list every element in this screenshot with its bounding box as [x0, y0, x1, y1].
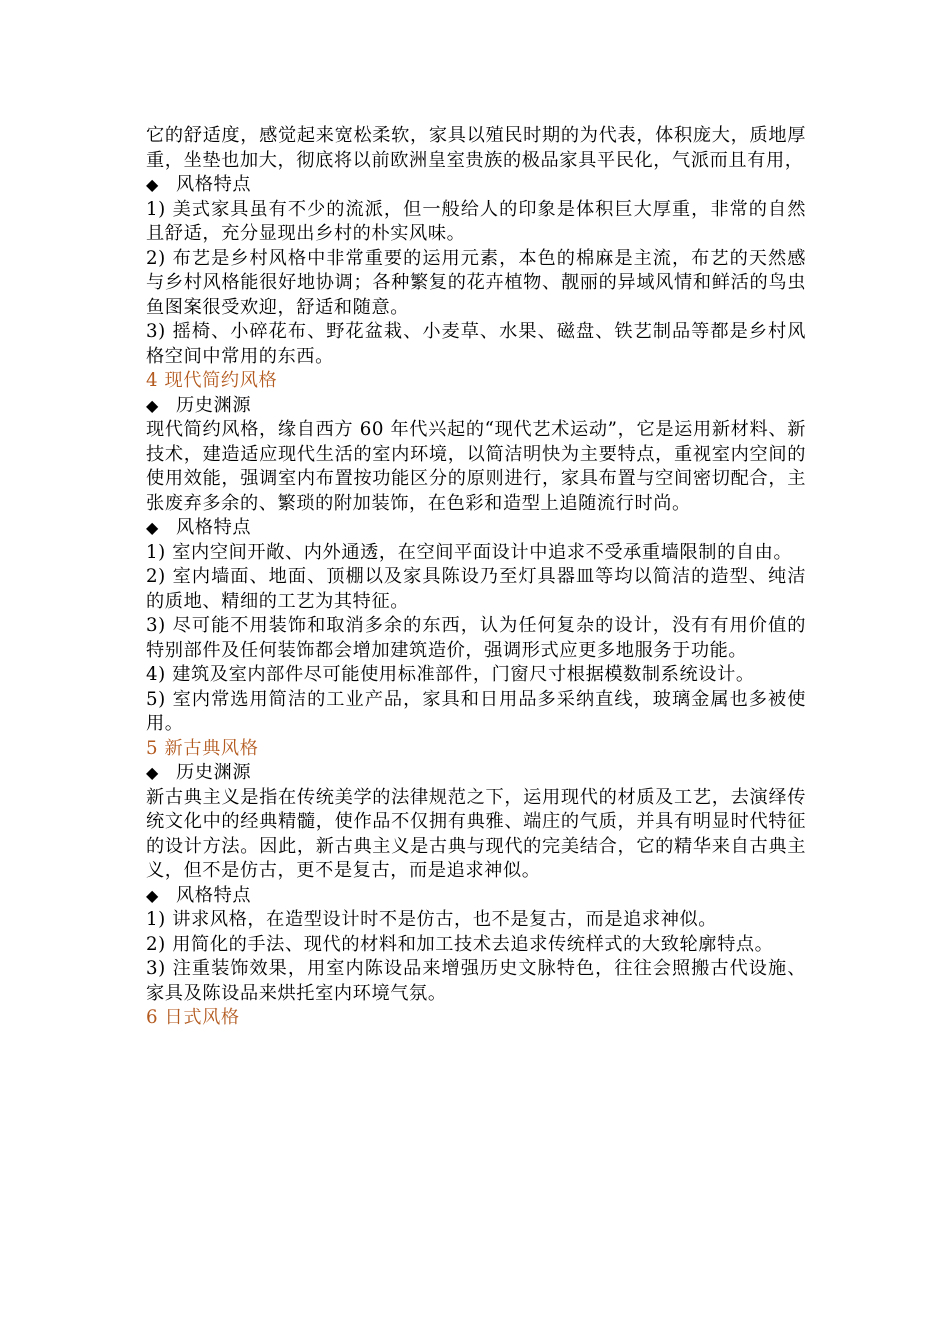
document-page [146, 124, 806, 1031]
neoclassical-feature-2: 2) 用简化的手法、现代的材料和加工技术去追求传统样式的大致轮廓特点。 [146, 933, 774, 955]
modern-feature-2: 2) 室内墙面、地面、顶棚以及家具陈设乃至灯具器皿等均以简洁的造型、纯洁的质地、精细的工艺为其特征。 [146, 566, 806, 612]
rural-feature-2: 2) 布艺是乡村风格中非常重要的运用元素，本色的棉麻是主流，布艺的天然感与乡村风格能很好地协调；各种繁复的花卉植物、靓丽的异域风情和鲜活的鸟虫鱼图案很受欢迎，舒适和随意。 [146, 247, 806, 318]
neoclassical-feature-1: 1) 讲求风格，在造型设计时不是仿古，也不是复古，而是追求神似。 [146, 909, 718, 930]
section-title-modern: 4 现代简约风格 [146, 370, 278, 391]
neoclassical-history-paragraph: 新古典主义是指在传统美学的法律规范之下，运用现代的材质及工艺，去演绎传统文化中的经典精髓，使作品不仅拥有典雅、端庄的气质，并具有明显时代特征的设计方法。因此，新古典主义是古典与现代的完美结合，它的精华来自古典主义，但不是仿古，更不是复古，而是追求神似。 [146, 786, 806, 881]
diamond-bullet-icon: ◆ [146, 175, 159, 194]
section-title-japanese: 6 日式风格 [146, 1007, 240, 1028]
modern-feature-4: 4) 建筑及室内部件尽可能使用标准部件，门窗尺寸根据模数制系统设计。 [146, 664, 755, 685]
modern-features-heading: ◆ 风格特点 [146, 516, 806, 541]
rural-features-heading: ◆ 风格特点 [146, 173, 806, 198]
intro-paragraph: 它的舒适度，感觉起来宽松柔软，家具以殖民时期的为代表，体积庞大，质地厚重，坐垫也加大，彻底将以前欧洲皇室贵族的极品家具平民化，气派而且有用， [146, 125, 806, 171]
diamond-bullet-icon: ◆ [146, 518, 159, 537]
diamond-bullet-icon: ◆ [146, 395, 159, 415]
modern-feature-3: 3) 尽可能不用装饰和取消多余的东西，认为任何复杂的设计，没有有用价值的特别部件及任何装饰都会增加建筑造价，强调形式应更多地服务于功能。 [146, 615, 806, 661]
modern-feature-1: 1) 室内空间开敞、内外通透，在空间平面设计中追求不受承重墙限制的自由。 [146, 541, 793, 563]
neoclassical-feature-3: 3) 注重装饰效果，用室内陈设品来增强历史文脉特色，往往会照搬古代设施、家具及陈设品来烘托室内环境气氛。 [146, 958, 806, 1004]
rural-feature-1: 1) 美式家具虽有不少的流派，但一般给人的印象是体积巨大厚重，非常的自然且舒适，充分显现出乡村的朴实风味。 [146, 198, 806, 244]
section-title-neoclassical: 5 新古典风格 [146, 737, 259, 759]
modern-feature-5: 5) 室内常选用简洁的工业产品，家具和日用品多采纳直线，玻璃金属也多被使用。 [146, 688, 806, 734]
diamond-bullet-icon: ◆ [146, 763, 159, 782]
rural-feature-3: 3) 摇椅、小碎花布、野花盆栽、小麦草、水果、磁盘、铁艺制品等都是乡村风格空间中常用的东西。 [146, 321, 806, 367]
neoclassical-features-heading: ◆ 风格特点 [146, 884, 806, 909]
neoclassical-history-heading: ◆ 历史渊源 [146, 761, 806, 786]
modern-history-heading: ◆ 历史渊源 [146, 394, 806, 419]
modern-history-paragraph: 现代简约风格，缘自西方 60 年代兴起的“现代艺术运动”，它是运用新材料、新技术，建造适应现代生活的室内环境，以简洁明快为主要特点，重视室内空间的使用效能，强调室内布置按功能区分的原则进行，家具布置与空间密切配合，主张废弃多余的、繁琐的附加装饰，在色彩和造型上追随流行时尚。 [146, 419, 806, 514]
diamond-bullet-icon: ◆ [146, 885, 159, 905]
